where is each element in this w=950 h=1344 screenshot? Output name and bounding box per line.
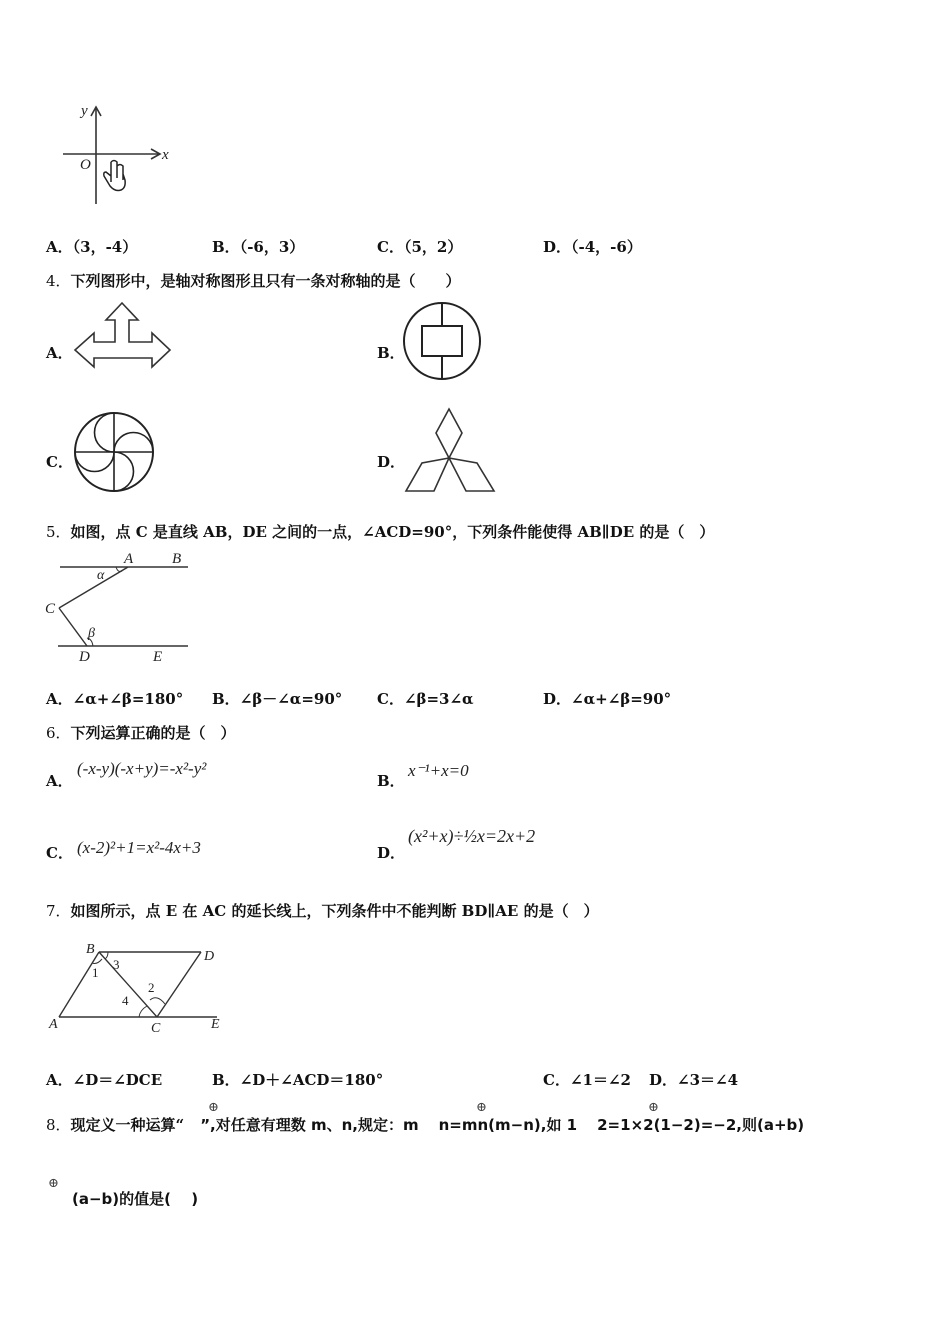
q4-arrows-figure (72, 300, 174, 382)
q3-option-b-letter: B． (212, 238, 240, 256)
q3-label-x: x (162, 147, 169, 163)
q5-question (46, 521, 714, 542)
q5-text: 如图，点 C 是直线 AB，DE 之间的一点，∠ACD=90°，下列条件能使得 AB∥DE 的是（ ） (70, 523, 715, 541)
q4-option-d[interactable]: D． (377, 453, 406, 471)
q6-text: 下列运算正确的是（ ） (70, 724, 236, 742)
q8-question-line2: (a−b)的值是( ) (72, 1190, 199, 1208)
q7-option-b[interactable] (212, 1069, 383, 1090)
q7-label-3: 3 (113, 957, 120, 972)
q7-label-b: B (86, 942, 95, 957)
q7-parallelogram-figure (45, 938, 230, 1038)
q6-question (46, 722, 236, 743)
q5-option-a[interactable] (46, 688, 183, 709)
q5-label-alpha: α (97, 568, 105, 583)
q3-option-d[interactable] (543, 236, 642, 257)
q3-option-b[interactable] (212, 236, 304, 257)
q6-option-b-letter[interactable]: B． (377, 772, 405, 790)
q7-option-d[interactable] (649, 1069, 738, 1090)
q5-option-c[interactable] (377, 688, 474, 709)
q4-circle-square-figure (402, 300, 484, 382)
q4-number: 4． (46, 272, 71, 290)
hand-pointer-icon (104, 161, 125, 191)
q3-option-a-text: （3，-4） (72, 238, 138, 256)
q5-option-a-text: ∠α+∠β=180° (72, 690, 184, 708)
q5-option-c-letter: C． (377, 690, 404, 708)
q5-option-b-letter: B． (212, 690, 240, 708)
q7-label-d: D (204, 949, 215, 964)
q5-option-d-text: ∠α+∠β=90° (571, 690, 672, 708)
q7-text: 如图所示，点 E 在 AC 的延长线上，下列条件中不能判断 BD∥AE 的是（ ） (70, 902, 599, 920)
q3-label-y: y (81, 103, 88, 119)
q7-label-2: 2 (148, 980, 155, 995)
q7-option-a[interactable] (46, 1069, 162, 1090)
q3-option-d-text: （-4，-6） (571, 238, 642, 256)
q5-option-a-letter: A． (46, 690, 73, 708)
q8-op-symbol-icon: ⊕ (208, 1100, 219, 1115)
q6-option-a-expr: (-x-y)(-x+y)=-x²-y² (77, 759, 207, 778)
q3-option-c-text: （5，2） (403, 238, 463, 256)
q8-op-symbol-icon: ⊕ (48, 1176, 59, 1191)
q7-label-1: 1 (92, 965, 99, 980)
q3-coordinate-figure (55, 98, 185, 210)
q3-option-a[interactable] (46, 236, 137, 257)
q7-label-4: 4 (122, 993, 129, 1008)
q7-question (46, 900, 599, 921)
q6-option-c-letter[interactable]: C． (46, 844, 73, 862)
q7-option-c[interactable] (543, 1069, 631, 1090)
q6-option-c-expr: (x-2)²+1=x²-4x+3 (77, 838, 201, 857)
q3-option-d-letter: D． (543, 238, 572, 256)
q5-label-b: B (172, 551, 182, 567)
q7-option-a-text: ∠D＝∠DCE (72, 1071, 163, 1089)
q4-option-b[interactable]: B． (377, 344, 405, 362)
q8-number: 8． (46, 1116, 71, 1134)
q7-option-b-letter: B． (212, 1071, 240, 1089)
q5-option-c-text: ∠β=3∠α (403, 690, 474, 708)
q3-option-b-text: （-6，3） (239, 238, 305, 256)
q6-option-b-expr: x⁻¹+x=0 (408, 761, 469, 780)
q5-label-d: D (79, 649, 90, 665)
q8-text-part3: n=mn(m−n),如 1 (438, 1116, 578, 1134)
q7-option-a-letter: A． (46, 1071, 73, 1089)
q6-number: 6． (46, 724, 71, 742)
q6-option-a-letter[interactable]: A． (46, 772, 73, 790)
q5-option-b-text: ∠β－∠α=90° (239, 690, 343, 708)
q8-op-symbol-icon: ⊕ (648, 1100, 659, 1115)
q5-label-beta: β (88, 626, 95, 641)
q5-label-c: C (45, 601, 56, 617)
q7-option-b-text: ∠D＋∠ACD＝180° (239, 1071, 384, 1089)
q5-number: 5． (46, 523, 71, 541)
q8-op-symbol-icon: ⊕ (476, 1100, 487, 1115)
q6-option-d-expr: (x²+x)÷½x=2x+2 (408, 826, 536, 846)
q4-text: 下列图形中，是轴对称图形且只有一条对称轴的是（ ） (70, 272, 461, 290)
q7-option-c-letter: C． (543, 1071, 570, 1089)
q5-option-b[interactable] (212, 688, 342, 709)
q7-option-c-text: ∠1＝∠2 (569, 1071, 631, 1089)
q5-label-a: A (124, 551, 134, 567)
q7-option-d-text: ∠3＝∠4 (677, 1071, 739, 1089)
q4-pinwheel-figure (72, 410, 156, 494)
q7-label-e: E (211, 1017, 220, 1032)
q5-option-d[interactable] (543, 688, 671, 709)
q4-option-a[interactable]: A． (46, 344, 73, 362)
q4-three-diamonds-figure (402, 406, 498, 496)
q3-label-o: O (80, 157, 91, 173)
q3-option-a-letter: A． (46, 238, 73, 256)
q5-parallel-lines-figure (40, 545, 200, 670)
q7-number: 7． (46, 902, 71, 920)
q5-option-d-letter: D． (543, 690, 572, 708)
q8-text-part2: ”,对任意有理数 m、n,规定：m (200, 1116, 419, 1134)
q7-label-c: C (151, 1021, 161, 1036)
q3-option-c[interactable] (377, 236, 462, 257)
q5-label-e: E (153, 649, 163, 665)
q8-text-part4: 2=1×2(1−2)=−2,则(a+b) (597, 1116, 805, 1134)
q7-label-a: A (49, 1017, 58, 1032)
q8-question-line1 (46, 1114, 804, 1135)
q8-text-part1: 现定义一种运算“ (70, 1116, 185, 1134)
q6-option-d-letter[interactable]: D． (377, 844, 406, 862)
q4-option-c[interactable]: C． (46, 453, 73, 471)
q3-option-c-letter: C． (377, 238, 404, 256)
q4-question (46, 270, 461, 291)
q7-option-d-letter: D． (649, 1071, 678, 1089)
